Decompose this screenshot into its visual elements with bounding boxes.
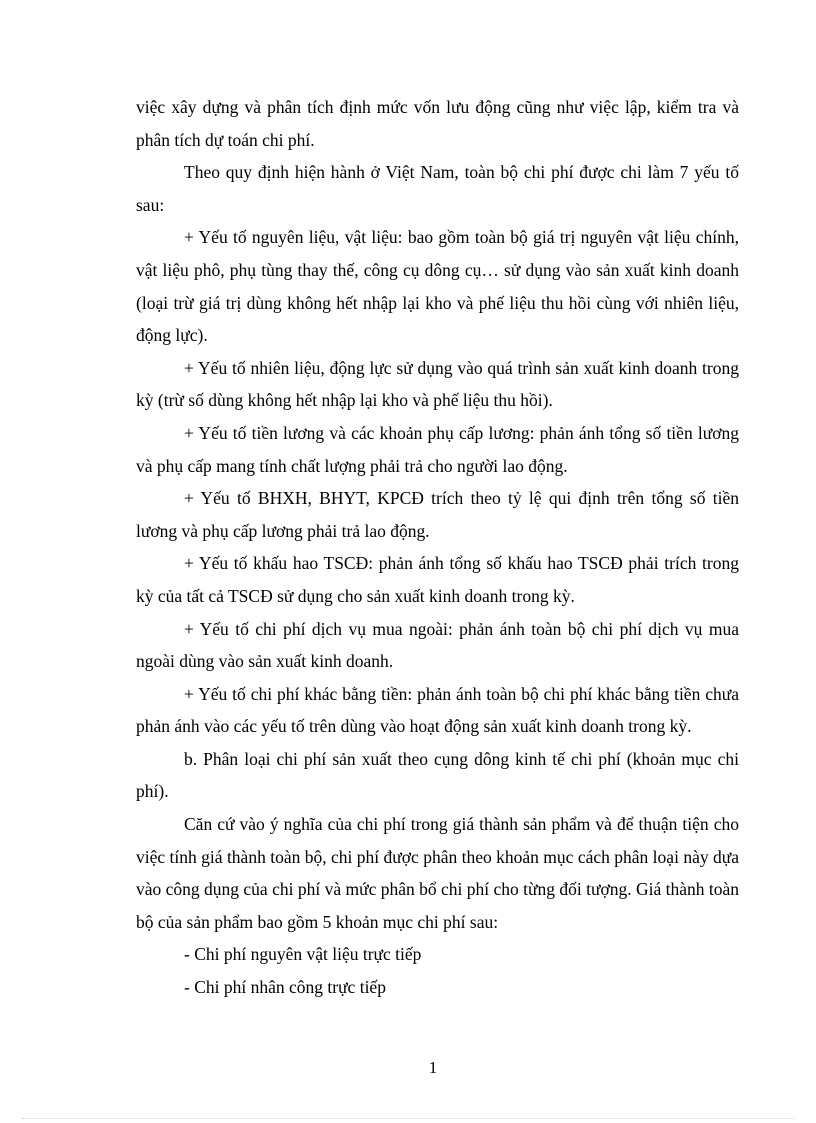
- paragraph-other-cash-element: + Yếu tố chi phí khác bằng tiền: phản ánh toàn bộ chi phí khác bằng tiền chưa phản ánh vào các yếu tố trên dùng vào hoạt động sản xuất kinh doanh trong kỳ.: [136, 683, 739, 737]
- paragraph-insurance-element: + Yếu tố BHXH, BHYT, KPCĐ trích theo tỷ lệ qui định trên tổng số tiền lương và phụ cấp lương phải trả lao động.: [136, 488, 739, 541]
- page-number: 1: [428, 1058, 438, 1077]
- paragraph-cost-items-intro: Căn cứ vào ý nghĩa của chi phí trong giá thành sản phẩm và để thuận tiện cho việc tính giá thành toàn bộ, chi phí được phân theo khoản mục cách phân loại này dựa vào công dụng của chi phí và mức phân bổ chi phí cho từng đối tượng. Giá thành toàn bộ của sản phẩm bao gồm 5 khoản mục chi phí sau:: [136, 814, 739, 932]
- paragraph-section-b-heading: b. Phân loại chi phí sản xuất theo cụng dông kinh tế chi phí (khoản mục chi phí).: [136, 748, 739, 802]
- paragraph-materials-element: + Yếu tố nguyên liệu, vật liệu: bao gồm toàn bộ giá trị nguyên vật liệu chính, vật liệu phô, phụ tùng thay thế, công cụ dông cụ… sử dụng vào sản xuất kinh doanh (loại trừ giá trị dùng không hết nhập lại kho và phế liệu thu hồi cùng với nhiên liệu, động lực).: [136, 227, 739, 346]
- list-item-direct-materials: - Chi phí nguyên vật liệu trực tiếp: [184, 944, 422, 965]
- paragraph-fuel-element: + Yếu tố nhiên liệu, động lực sử dụng vào quá trình sản xuất kinh doanh trong kỳ (trừ số dùng không hết nhập lại kho và phế liệu thu hồi).: [136, 357, 739, 411]
- paragraph-continuation: việc xây dựng và phân tích định mức vốn lưu động cũng như việc lập, kiểm tra và phân tích dự toán chi phí.: [136, 97, 739, 150]
- paragraph-outsourced-services-element: + Yếu tố chi phí dịch vụ mua ngoài: phản ánh toàn bộ chi phí dịch vụ mua ngoài dùng vào sản xuất kinh doanh.: [136, 618, 739, 672]
- list-item-direct-labor: - Chi phí nhân công trực tiếp: [184, 977, 386, 998]
- paragraph-cost-elements-intro: Theo quy định hiện hành ở Việt Nam, toàn bộ chi phí được chi làm 7 yếu tố sau:: [136, 162, 739, 215]
- page-bottom-divider: [22, 1118, 794, 1119]
- page-body: [136, 91, 739, 1004]
- paragraph-depreciation-element: + Yếu tố khấu hao TSCĐ: phản ánh tổng số khấu hao TSCĐ phải trích trong kỳ của tất cả TSCĐ sử dụng cho sản xuất kinh doanh trong kỳ.: [136, 553, 739, 606]
- paragraph-wages-element: + Yếu tố tiền lương và các khoản phụ cấp lương: phản ánh tổng số tiền lương và phụ cấp mang tính chất lượng phải trả cho người lao động.: [136, 422, 739, 476]
